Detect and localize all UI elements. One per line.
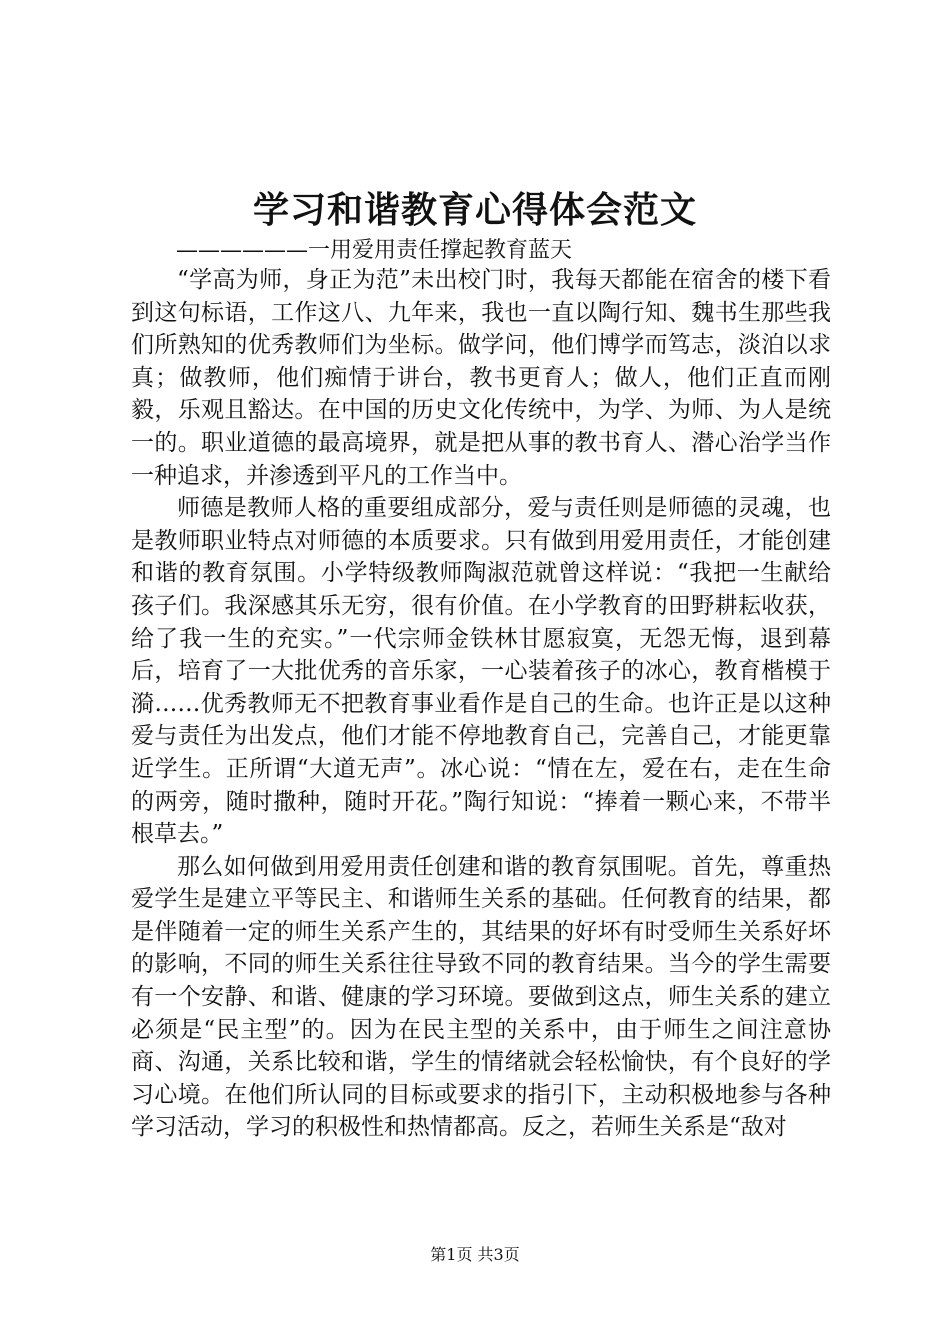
paragraph-2: 师德是教师人格的重要组成部分，爱与责任则是师德的灵魂，也是教师职业特点对师德的本质要求。只有做到用爱用责任，才能创建和谐的教育氛围。小学特级教师陶淑范就曾这样说：“我把一生献给孩子们。我深感其乐无穷，很有价值。在小学教育的田野耕耘收获，给了我一生的充实。”一代宗师金铁林甘愿寂寞，无怨无悔，退到幕后，培育了一大批优秀的音乐家，一心装着孩子的冰心，教育楷模于漪……优秀教师无不把教育事业看作是自己的生命。也许正是以这种爱与责任为出发点，他们才能不停地教育自己，完善自己，才能更靠近学生。正所谓“大道无声”。冰心说：“情在左，爱在右，走在生命的两旁，随时撒种，随时开花。”陶行知说：“捧着一颗心来，不带半根草去。” <box>131 495 831 848</box>
page-number-footer: 第1页 共3页 <box>430 1245 520 1264</box>
paragraph-1: “学高为师，身正为范”未出校门时，我每天都能在宿舍的楼下看到这句标语，工作这八、九年来，我也一直以陶行知、魏书生那些我们所熟知的优秀教师们为坐标。做学问，他们博学而笃志，淡泊以求真；做教师，他们痴情于讲台，教书更育人；做人，他们正直而刚毅，乐观且豁达。在中国的历史文化传统中，为学、为师、为人是统一的。职业道德的最高境界，就是把从事的教书育人、潜心治学当作一种追求，并渗透到平凡的工作当中。 <box>131 267 831 489</box>
document-title: 学习和谐教育心得体会范文 <box>252 189 697 231</box>
document-body <box>131 264 831 1144</box>
paragraph-3: 那么如何做到用爱用责任创建和谐的教育氛围呢。首先，尊重热爱学生是建立平等民主、和谐师生关系的基础。任何教育的结果，都是伴随着一定的师生关系产生的，其结果的好坏有时受师生关系好坏的影响，不同的师生关系往往导致不同的教育结果。当今的学生需要有一个安静、和谐、健康的学习环境。要做到这点，师生关系的建立必须是“民主型”的。因为在民主型的关系中，由于师生之间注意协商、沟通，关系比较和谐，学生的情绪就会轻松愉快，有个良好的学习心境。在他们所认同的目标或要求的指引下，主动积极地参与各种学习活动，学习的积极性和热情都高。反之，若师生关系是“敌对 <box>131 853 831 1141</box>
document-subtitle: ——————一用爱用责任撑起教育蓝天 <box>176 238 573 263</box>
